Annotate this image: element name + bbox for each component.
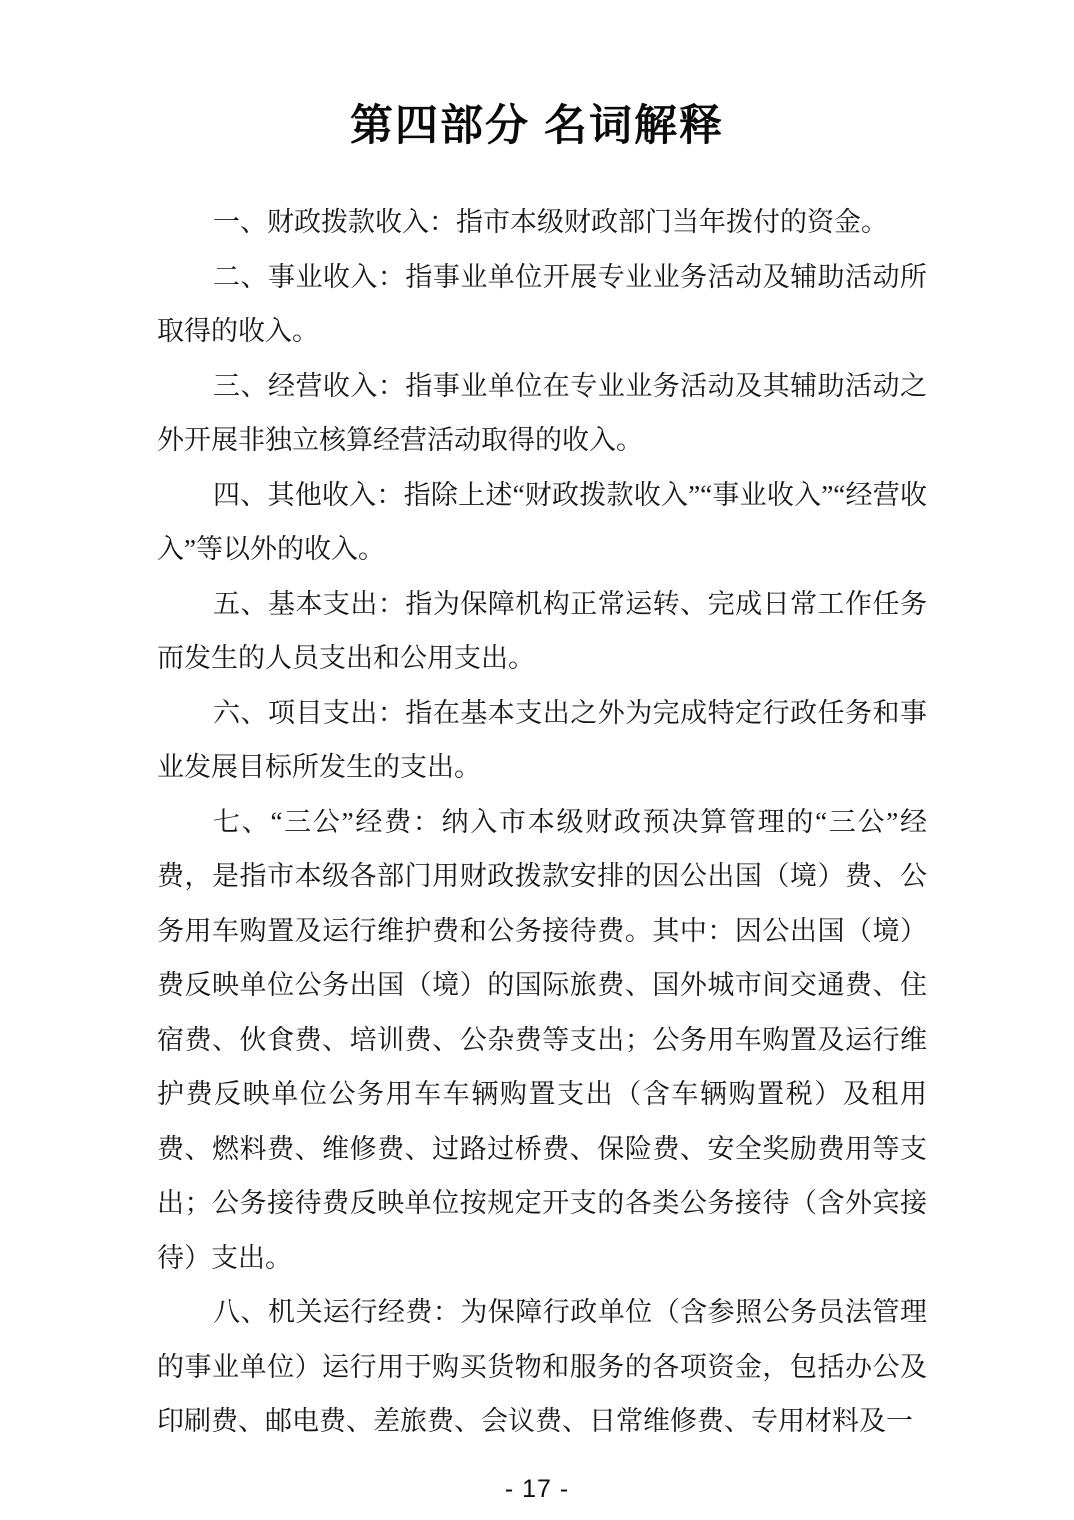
page-title: 第四部分 名词解释 [350, 102, 724, 150]
paragraph-operational-income: 二、事业收入：指事业单位开展专业业务活动及辅助活动所取得的收入。 [157, 261, 927, 346]
paragraph-project-expenditure: 六、项目支出：指在基本支出之外为完成特定行政任务和事业发展目标所发生的支出。 [157, 697, 927, 782]
page-number: - 17 - [504, 1475, 570, 1503]
document-body [157, 195, 927, 1449]
paragraph-basic-expenditure: 五、基本支出：指为保障机构正常运转、完成日常工作任务而发生的人员支出和公用支出。 [157, 588, 927, 673]
paragraph-agency-operating-funds: 八、机关运行经费：为保障行政单位（含参照公务员法管理的事业单位）运行用于购买货物和服务的各项资金，包括办公及印刷费、邮电费、差旅费、会议费、日常维修费、专用材料及一 [157, 1297, 927, 1436]
paragraph-other-income: 四、其他收入：指除上述“财政拨款收入”“事业收入”“经营收入”等以外的收入。 [157, 479, 927, 564]
paragraph-fiscal-appropriation-income: 一、财政拨款收入：指市本级财政部门当年拨付的资金。 [213, 207, 888, 237]
paragraph-three-public-funds: 七、“三公”经费：纳入市本级财政预决算管理的“三公”经费，是指市本级各部门用财政拨款安排的因公出国（境）费、公务用车购置及运行维护费和公务接待费。其中：因公出国（境）费反映单位公务出国（境）的国际旅费、国外城市间交通费、住宿费、伙食费、培训费、公杂费等支出；公务用车购置及运行维护费反映单位公务用车车辆购置支出（含车辆购置税）及租用费、燃料费、维修费、过路过桥费、保险费、安全奖励费用等支出；公务接待费反映单位按规定开支的各类公务接待（含外宾接待）支出。 [157, 806, 927, 1273]
paragraph-business-income: 三、经营收入：指事业单位在专业业务活动及其辅助活动之外开展非独立核算经营活动取得的收入。 [157, 370, 927, 455]
